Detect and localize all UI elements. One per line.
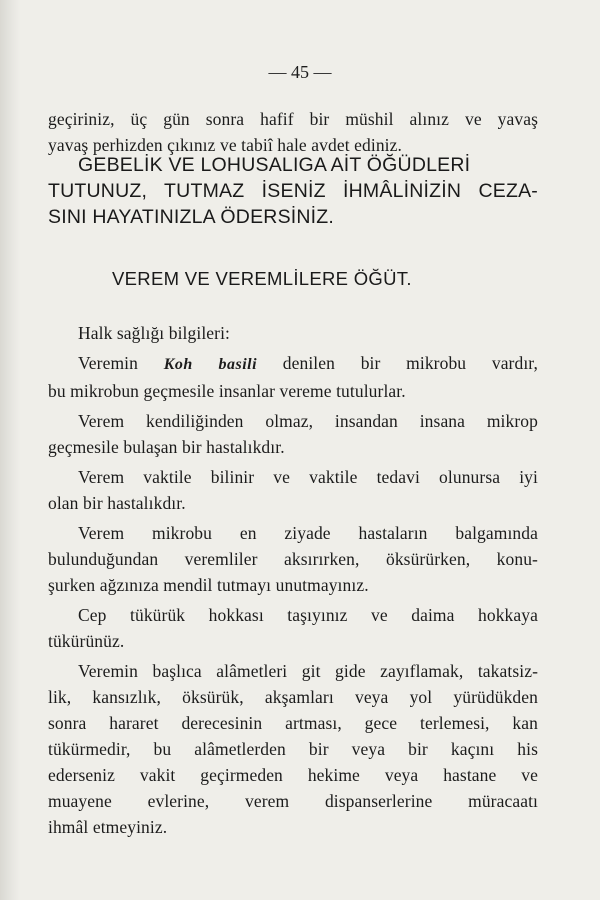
paragraph-line: Verem vaktile bilinir ve vaktile tedavi olunursa iyi <box>78 467 538 487</box>
page-spine-shadow <box>0 0 20 900</box>
paragraph-line: bulunduğundan veremliler aksırırken, öksürürken, konu- <box>48 549 538 569</box>
paragraph-line: Verem kendiliğinden olmaz, insandan insana mikrop <box>78 411 538 431</box>
paragraph-line: şurken ağzınıza mendil tutmayı unutmayınız. <box>48 575 369 595</box>
paragraph-line: ihmâl etmeyiniz. <box>48 817 168 837</box>
body-text <box>48 320 538 840</box>
intro-paragraph <box>48 106 538 158</box>
paragraph-line: tükürünüz. <box>48 631 125 651</box>
text-line: yavaş perhizden çıkınız ve tabiî hale avdet ediniz. <box>48 135 402 155</box>
paragraph-line: muayene evlerine, verem dispanserlerine müracaatı <box>48 791 538 811</box>
paragraph-line: geçmesile bulaşan bir hastalıkdır. <box>48 437 285 457</box>
text-fragment: denilen bir mikrobu vardır, <box>257 353 539 373</box>
paragraph-line: bu mikrobun geçmesile insanlar vereme tutulurlar. <box>48 381 406 401</box>
paragraph-line: tükürmedir, bu alâmetlerden bir veya bir kaçını his <box>48 739 538 759</box>
warning-heading <box>48 152 538 230</box>
paragraph-line <box>48 350 538 378</box>
paragraph-line: lik, kansızlık, öksürük, akşamları veya yol yürüdükden <box>48 687 538 707</box>
page-number: — 45 — <box>268 62 332 82</box>
paragraph-line: ederseniz vakit geçirmeden hekime veya hastane ve <box>48 765 538 785</box>
paragraph-line: sonra hararet derecesinin artması, gece terlemesi, kan <box>48 713 538 733</box>
text-fragment: Veremin <box>78 353 164 373</box>
paragraph-line: Halk sağlığı bilgileri: <box>78 323 230 343</box>
paragraph-line: olan bir hastalıkdır. <box>48 493 186 513</box>
section-title: VEREM VE VEREMLİLERE ÖĞÜT. <box>112 268 412 289</box>
text-line: geçiriniz, üç gün sonra hafif bir müshil alınız ve yavaş <box>48 109 538 129</box>
heading-line: SINI HAYATINIZLA ÖDERSİNİZ. <box>48 206 335 228</box>
heading-line: TUTUNUZ, TUTMAZ İSENİZ İHMÂLİNİZİN CEZA- <box>48 180 538 202</box>
bacillus-name: Koh basili <box>163 356 258 373</box>
paragraph-line: Verem mikrobu en ziyade hastaların balgamında <box>78 523 538 543</box>
paragraph-line: Cep tükürük hokkası taşıyınız ve daima hokkaya <box>78 605 538 625</box>
paragraph-line: Veremin başlıca alâmetleri git gide zayıflamak, takatsiz- <box>78 661 538 681</box>
heading-line: GEBELİK VE LOHUSALIGA AİT ÖĞÜDLERİ <box>78 154 471 176</box>
